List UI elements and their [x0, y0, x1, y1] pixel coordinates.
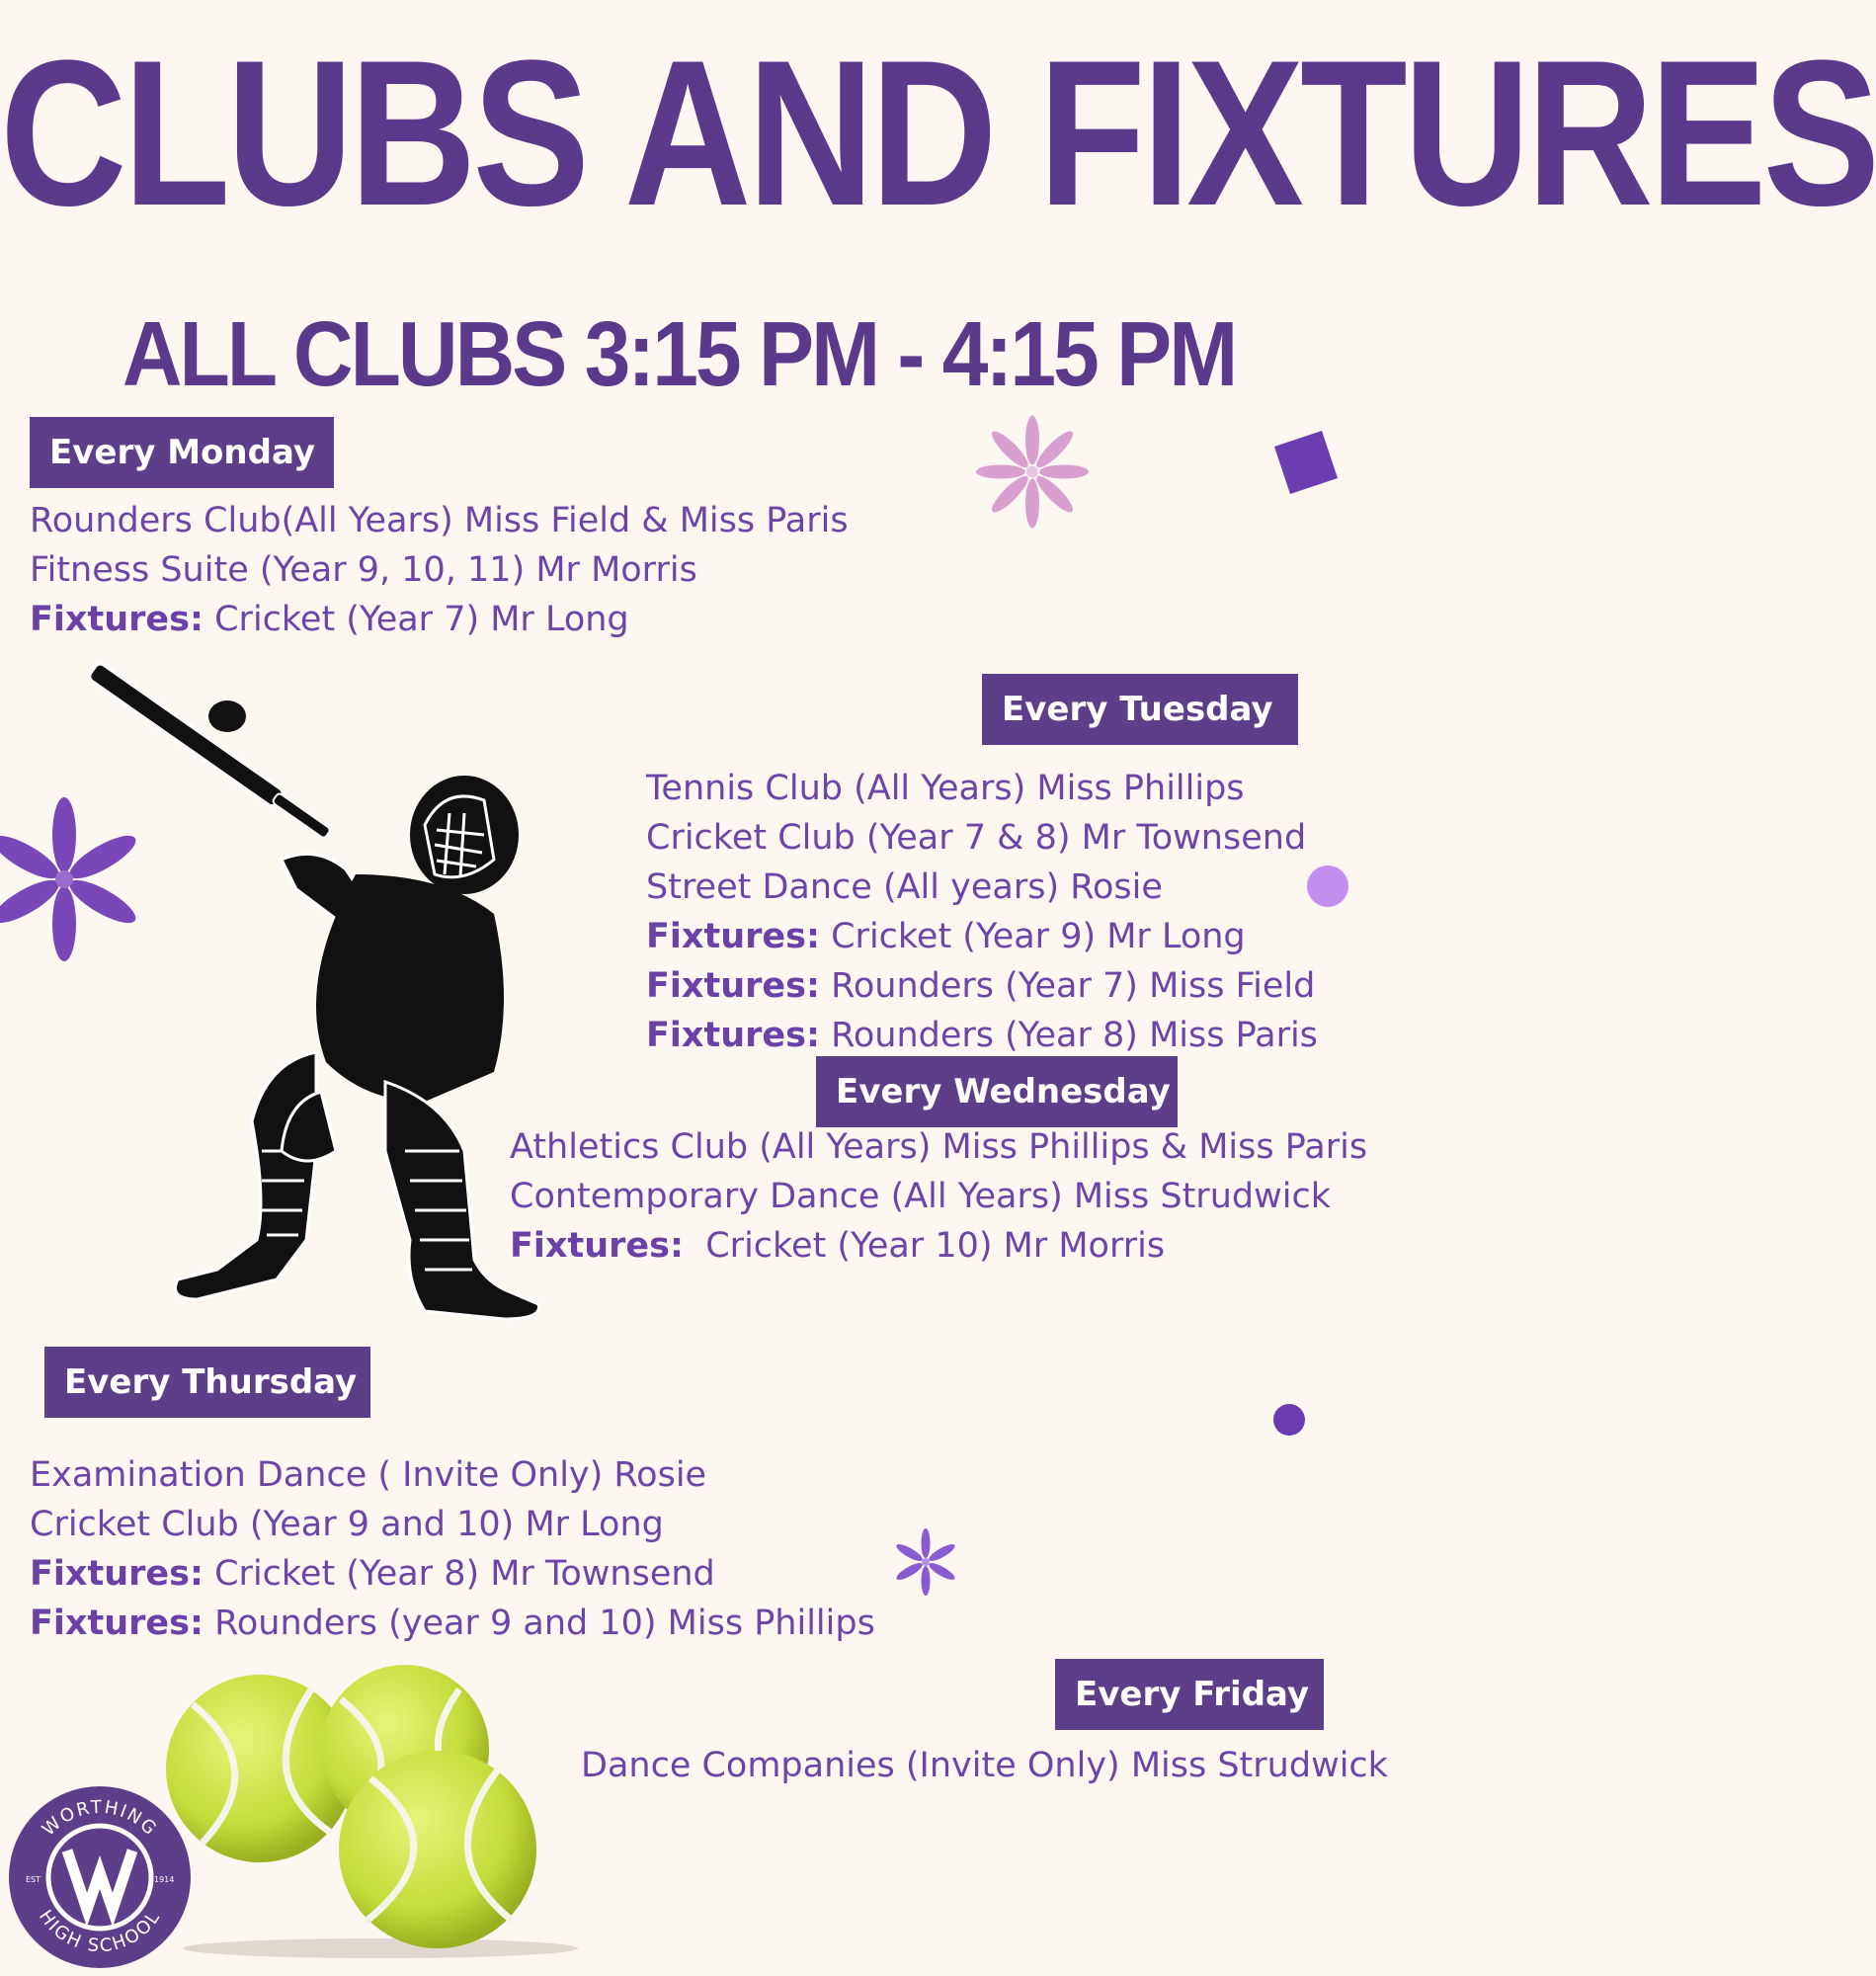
- club-item: Rounders Club(All Years) Miss Field & Miss Paris: [30, 501, 849, 540]
- club-item: Athletics Club (All Years) Miss Phillips & Miss Paris: [510, 1127, 1368, 1167]
- logo-bottom-text: HIGH SCHOOL: [35, 1906, 165, 1957]
- club-item: Dance Companies (Invite Only) Miss Strudwick: [581, 1746, 1388, 1785]
- fixtures-label: Fixtures:: [30, 1554, 204, 1594]
- fixtures-label: Fixtures:: [510, 1226, 684, 1266]
- flower-icon: [978, 415, 1087, 529]
- day-tag-tuesday: Every Tuesday: [982, 674, 1298, 745]
- cricket-batsman-icon: [69, 687, 553, 1319]
- day-tag-friday: Every Friday: [1055, 1659, 1324, 1730]
- diamond-icon: [1266, 423, 1346, 502]
- fixtures-label: Fixtures:: [646, 966, 820, 1006]
- club-item: Fitness Suite (Year 9, 10, 11) Mr Morris: [30, 550, 697, 590]
- club-item: Examination Dance ( Invite Only) Rosie: [30, 1455, 707, 1495]
- day-tag-thursday: Every Thursday: [44, 1347, 370, 1418]
- page-title: CLUBS AND FIXTURES: [0, 17, 1876, 249]
- page-subtitle: ALL CLUBS 3:15 PM - 4:15 PM: [122, 302, 1236, 405]
- day-tag-monday: Every Monday: [30, 417, 334, 488]
- fixtures-label: Fixtures:: [646, 1016, 820, 1055]
- club-item: Street Dance (All years) Rosie: [646, 867, 1163, 907]
- club-item: Cricket Club (Year 7 & 8) Mr Townsend: [646, 818, 1307, 858]
- fixture-item: Fixtures: Rounders (year 9 and 10) Miss Phillips: [30, 1604, 875, 1643]
- school-logo: [6, 1783, 194, 1971]
- logo-year: 1914: [154, 1875, 175, 1884]
- logo-top-text: WORTHING: [38, 1796, 162, 1841]
- wednesday-list: [510, 1122, 1367, 1271]
- logo-est: EST: [26, 1875, 41, 1884]
- day-tag-wednesday: Every Wednesday: [816, 1056, 1178, 1127]
- thursday-list: [30, 1450, 875, 1648]
- fixtures-label: Fixtures:: [30, 600, 204, 639]
- club-item: Cricket Club (Year 9 and 10) Mr Long: [30, 1505, 664, 1544]
- fixtures-label: Fixtures:: [30, 1604, 204, 1643]
- tennis-ball-icon: [163, 1660, 598, 1956]
- fixture-item: Fixtures: Rounders (Year 8) Miss Paris: [646, 1016, 1318, 1055]
- fixtures-label: Fixtures:: [646, 917, 820, 956]
- fixture-item: Fixtures: Rounders (Year 7) Miss Field: [646, 966, 1316, 1006]
- friday-list: [581, 1741, 1388, 1790]
- dot-icon: [1272, 1403, 1306, 1437]
- fixture-item: Fixtures: Cricket (Year 10) Mr Morris: [510, 1226, 1166, 1266]
- fixture-item: Fixtures: Cricket (Year 9) Mr Long: [646, 917, 1246, 956]
- monday-list: [30, 496, 849, 644]
- flower-icon: [892, 1528, 959, 1596]
- club-item: Tennis Club (All Years) Miss Phillips: [646, 769, 1245, 808]
- club-item: Contemporary Dance (All Years) Miss Strudwick: [510, 1177, 1331, 1216]
- fixture-item: Fixtures: Cricket (Year 7) Mr Long: [30, 600, 629, 639]
- fixture-item: Fixtures: Cricket (Year 8) Mr Townsend: [30, 1554, 715, 1594]
- tuesday-list: [646, 764, 1318, 1060]
